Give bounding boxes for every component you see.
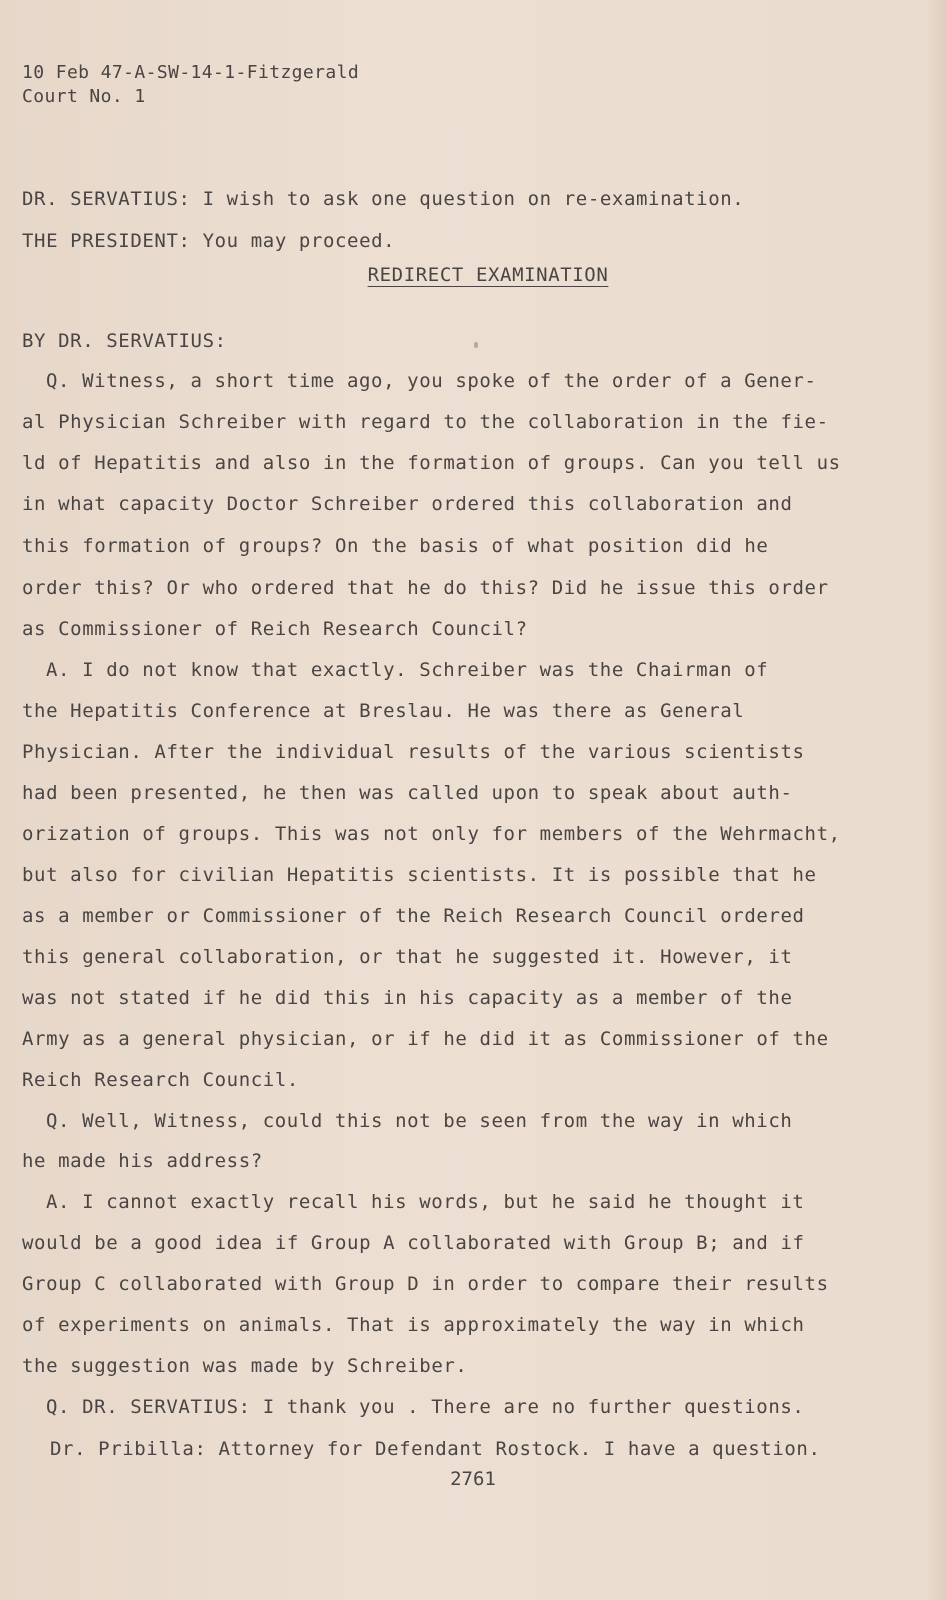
body-line: the suggestion was made by Schreiber. — [22, 1355, 468, 1377]
intro-line-1: DR. SERVATIUS: I wish to ask one question on re-examination. — [22, 188, 745, 210]
section-heading — [0, 264, 946, 286]
body-line: Reich Research Council. — [22, 1069, 299, 1091]
body-line: Q. DR. SERVATIUS: I thank you . There are no further questions. — [46, 1396, 805, 1418]
body-line: this general collaboration, or that he suggested it. However, it — [22, 946, 793, 968]
body-line: al Physician Schreiber with regard to the collaboration in the fie- — [22, 411, 829, 433]
body-line: of experiments on animals. That is approximately the way in which — [22, 1314, 805, 1336]
body-line: in what capacity Doctor Schreiber ordered this collaboration and — [22, 493, 793, 515]
body-line: ld of Hepatitis and also in the formation of groups. Can you tell us — [22, 452, 841, 474]
body-line: would be a good idea if Group A collaborated with Group B; and if — [22, 1232, 805, 1254]
by-line: BY DR. SERVATIUS: — [22, 330, 227, 352]
header-line-1: 10 Feb 47-A-SW-14-1-Fitzgerald — [22, 62, 360, 83]
body-line: Q. Well, Witness, could this not be seen from the way in which — [46, 1110, 793, 1132]
body-line: Physician. After the individual results of the various scientists — [22, 741, 805, 763]
body-line: order this? Or who ordered that he do this? Did he issue this order — [22, 577, 829, 599]
body-line: this formation of groups? On the basis of what position did he — [22, 535, 769, 557]
body-line: was not stated if he did this in his capacity as a member of the — [22, 987, 793, 1009]
body-line: Group C collaborated with Group D in order to compare their results — [22, 1273, 829, 1295]
body-line: had been presented, he then was called upon to speak about auth- — [22, 782, 793, 804]
section-heading-text: REDIRECT EXAMINATION — [367, 264, 609, 286]
paper-speck — [474, 342, 478, 348]
body-line: the Hepatitis Conference at Breslau. He was there as General — [22, 700, 745, 722]
body-line: he made his address? — [22, 1150, 263, 1172]
intro-line-2: THE PRESIDENT: You may proceed. — [22, 230, 396, 252]
body-line: Dr. Pribilla: Attorney for Defendant Rostock. I have a question. — [50, 1438, 821, 1460]
page-number: 2761 — [450, 1468, 496, 1490]
body-line: Army as a general physician, or if he did it as Commissioner of the — [22, 1028, 829, 1050]
body-line: but also for civilian Hepatitis scientists. It is possible that he — [22, 864, 817, 886]
body-line: A. I do not know that exactly. Schreiber was the Chairman of — [46, 659, 769, 681]
body-line: Q. Witness, a short time ago, you spoke of the order of a Gener- — [46, 370, 817, 392]
body-line: A. I cannot exactly recall his words, but he said he thought it — [46, 1191, 805, 1213]
body-line: orization of groups. This was not only for members of the Wehrmacht, — [22, 823, 841, 845]
body-line: as a member or Commissioner of the Reich Research Council ordered — [22, 905, 805, 927]
body-line: as Commissioner of Reich Research Council? — [22, 618, 528, 640]
header-line-2: Court No. 1 — [22, 86, 146, 107]
paper-edge-stain — [926, 0, 946, 1600]
